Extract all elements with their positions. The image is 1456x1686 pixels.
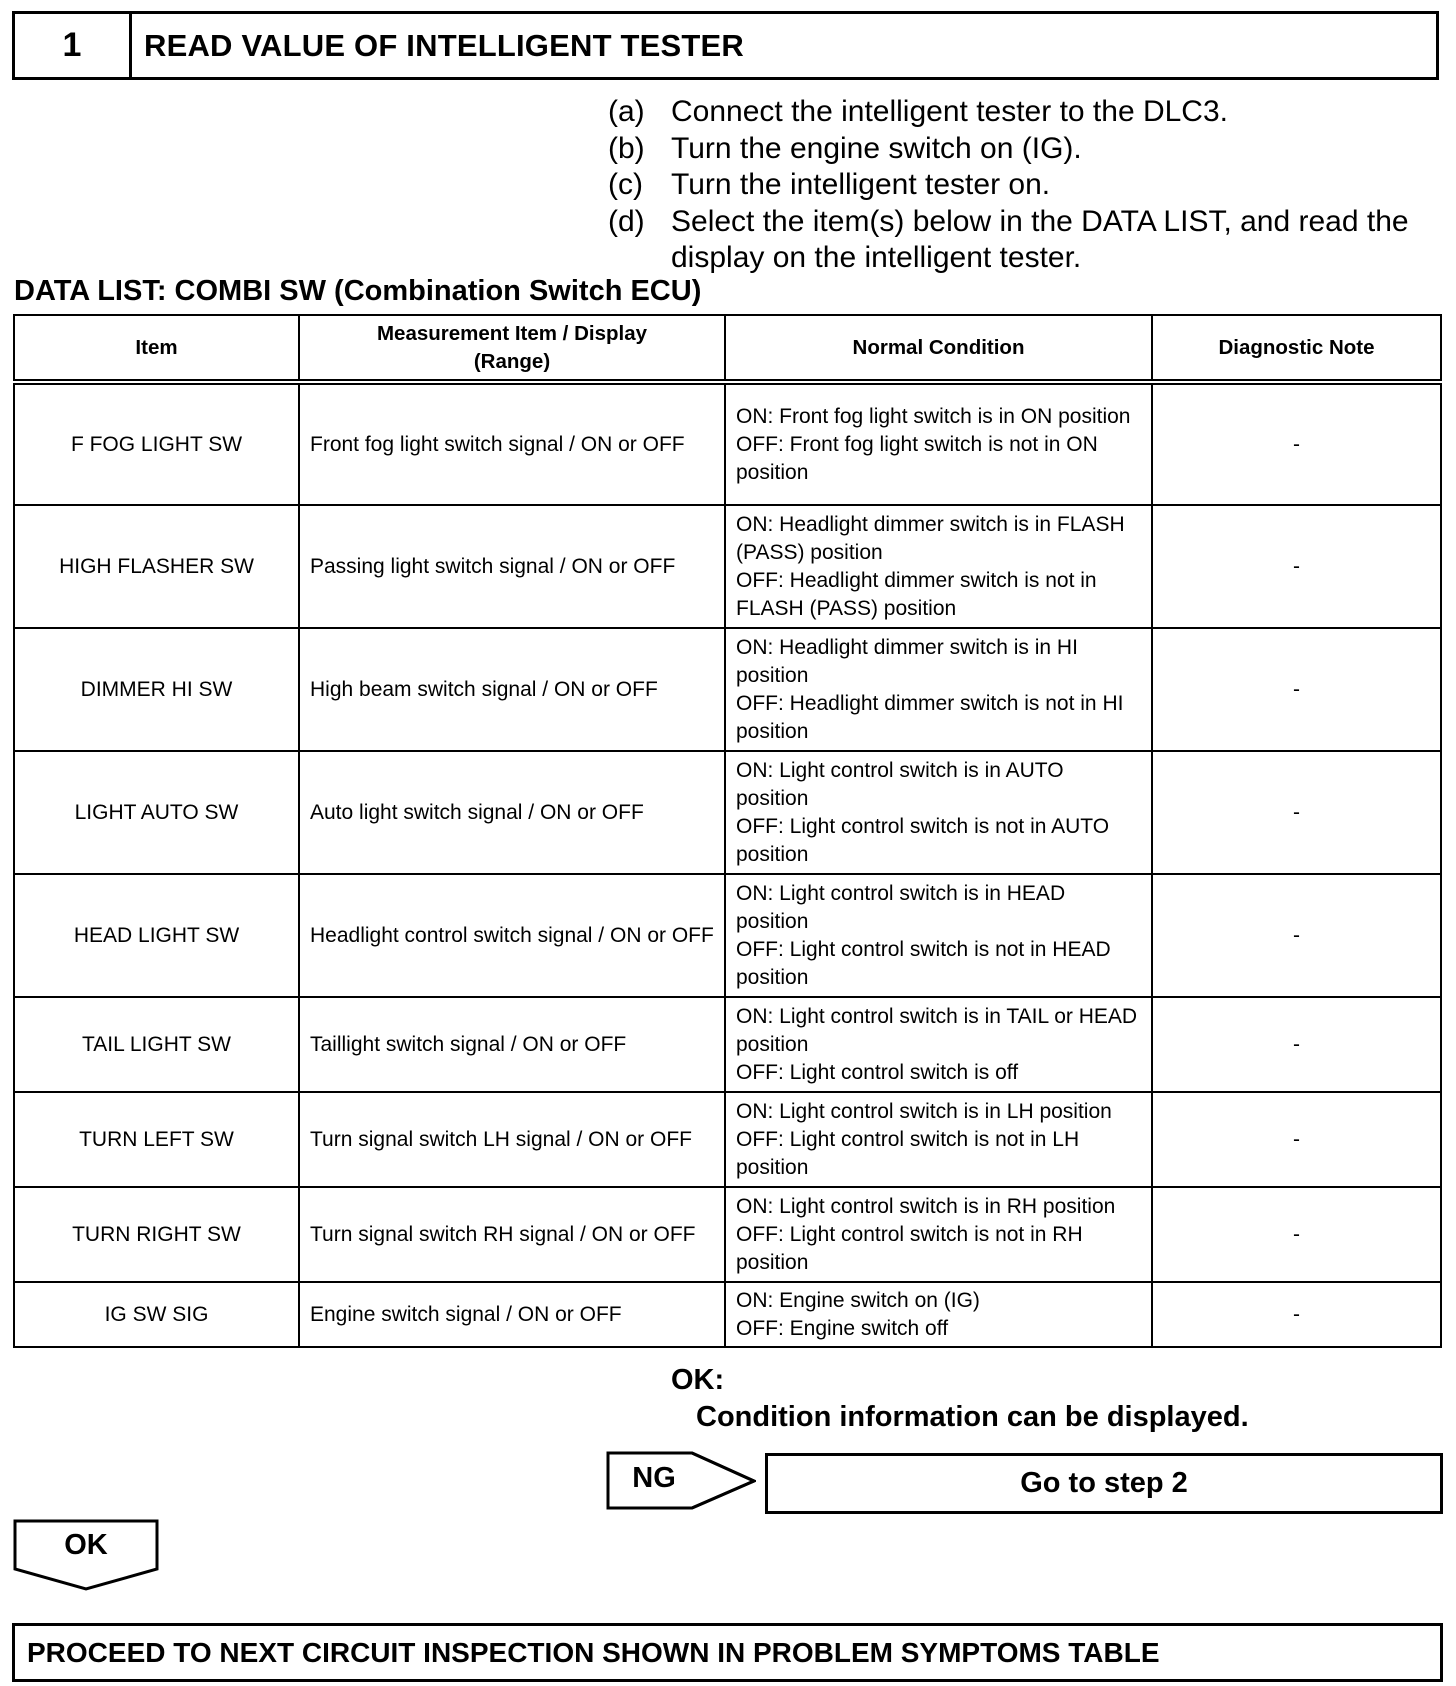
cell-measurement: Auto light switch signal / ON or OFF [299, 751, 725, 874]
ok-label: OK [64, 1528, 108, 1561]
table-row [14, 874, 1441, 997]
cell-measurement: Turn signal switch RH signal / ON or OFF [299, 1187, 725, 1282]
header-normal-condition: Normal Condition [725, 315, 1152, 382]
proceed-box[interactable]: PROCEED TO NEXT CIRCUIT INSPECTION SHOWN IN PROBLEM SYMPTOMS TABLE [12, 1623, 1443, 1682]
data-list-table [13, 314, 1442, 1348]
cell-normal-condition: ON: Light control switch is in TAIL or HEAD position OFF: Light control switch is off [725, 997, 1152, 1092]
table-row [14, 505, 1441, 628]
cell-normal-condition: ON: Headlight dimmer switch is in FLASH (PASS) position OFF: Headlight dimmer switch is not in FLASH (PASS) position [725, 505, 1152, 628]
instruction-label: (d) [608, 204, 645, 238]
instruction-text: Connect the intelligent tester to the DLC3. [671, 95, 1228, 128]
instruction-label: (a) [608, 95, 645, 128]
cell-diagnostic-note: - [1152, 1187, 1441, 1282]
cell-diagnostic-note: - [1152, 628, 1441, 751]
header-measurement: Measurement Item / Display (Range) [299, 315, 725, 382]
cell-measurement: Taillight switch signal / ON or OFF [299, 997, 725, 1092]
cell-item: HIGH FLASHER SW [14, 505, 299, 628]
cell-diagnostic-note: - [1152, 505, 1441, 628]
table-body [14, 382, 1441, 1347]
table-row [14, 1282, 1441, 1347]
table-row [14, 1092, 1441, 1187]
cell-item: LIGHT AUTO SW [14, 751, 299, 874]
cell-diagnostic-note: - [1152, 997, 1441, 1092]
cell-normal-condition: ON: Light control switch is in AUTO position OFF: Light control switch is not in AUTO position [725, 751, 1152, 874]
table-row [14, 1187, 1441, 1282]
table-row [14, 628, 1441, 751]
step-title: READ VALUE OF INTELLIGENT TESTER [144, 27, 745, 63]
cell-normal-condition: ON: Light control switch is in HEAD position OFF: Light control switch is not in HEAD position [725, 874, 1152, 997]
instruction-list [608, 94, 1448, 277]
cell-measurement: Front fog light switch signal / ON or OFF [299, 382, 725, 505]
cell-measurement: Turn signal switch LH signal / ON or OFF [299, 1092, 725, 1187]
step-header [12, 11, 1439, 80]
ok-result-condition: Condition information can be displayed. [696, 1401, 1249, 1433]
header-diagnostic-note: Diagnostic Note [1152, 315, 1441, 382]
cell-item: TAIL LIGHT SW [14, 997, 299, 1092]
table-row [14, 751, 1441, 874]
ng-label: NG [632, 1462, 676, 1494]
instruction-item [608, 94, 1448, 131]
instruction-item [608, 204, 1448, 277]
cell-item: TURN RIGHT SW [14, 1187, 299, 1282]
cell-item: F FOG LIGHT SW [14, 382, 299, 505]
cell-diagnostic-note: - [1152, 751, 1441, 874]
instruction-text: Select the item(s) below in the DATA LIST, and read the display on the intelligent tester. [671, 204, 1409, 274]
cell-normal-condition: ON: Light control switch is in RH position OFF: Light control switch is not in RH position [725, 1187, 1152, 1282]
instruction-text: Turn the engine switch on (IG). [671, 131, 1082, 165]
cell-normal-condition: ON: Engine switch on (IG) OFF: Engine switch off [725, 1282, 1152, 1347]
cell-normal-condition: ON: Front fog light switch is in ON position OFF: Front fog light switch is not in ON position [725, 382, 1152, 505]
cell-diagnostic-note: - [1152, 1092, 1441, 1187]
table-header-row [14, 315, 1441, 382]
cell-diagnostic-note: - [1152, 382, 1441, 505]
instruction-label: (b) [608, 131, 645, 165]
go-to-step-box[interactable]: Go to step 2 [765, 1453, 1443, 1514]
table-row [14, 382, 1441, 505]
table-title: DATA LIST: COMBI SW (Combination Switch ECU) [14, 275, 702, 307]
instruction-item [608, 131, 1448, 168]
cell-item: HEAD LIGHT SW [14, 874, 299, 997]
ok-result-label: OK: [671, 1364, 725, 1396]
table-row [14, 997, 1441, 1092]
cell-measurement: High beam switch signal / ON or OFF [299, 628, 725, 751]
cell-normal-condition: ON: Headlight dimmer switch is in HI position OFF: Headlight dimmer switch is not in HI position [725, 628, 1152, 751]
instruction-label: (c) [608, 168, 643, 201]
cell-measurement: Headlight control switch signal / ON or OFF [299, 874, 725, 997]
cell-measurement: Engine switch signal / ON or OFF [299, 1282, 725, 1347]
step-number: 1 [15, 14, 132, 77]
header-item: Item [14, 315, 299, 382]
cell-item: TURN LEFT SW [14, 1092, 299, 1187]
cell-item: IG SW SIG [14, 1282, 299, 1347]
cell-diagnostic-note: - [1152, 874, 1441, 997]
cell-item: DIMMER HI SW [14, 628, 299, 751]
instruction-text: Turn the intelligent tester on. [671, 168, 1051, 201]
cell-measurement: Passing light switch signal / ON or OFF [299, 505, 725, 628]
cell-diagnostic-note: - [1152, 1282, 1441, 1347]
cell-normal-condition: ON: Light control switch is in LH position OFF: Light control switch is not in LH position [725, 1092, 1152, 1187]
instruction-item [608, 167, 1448, 204]
